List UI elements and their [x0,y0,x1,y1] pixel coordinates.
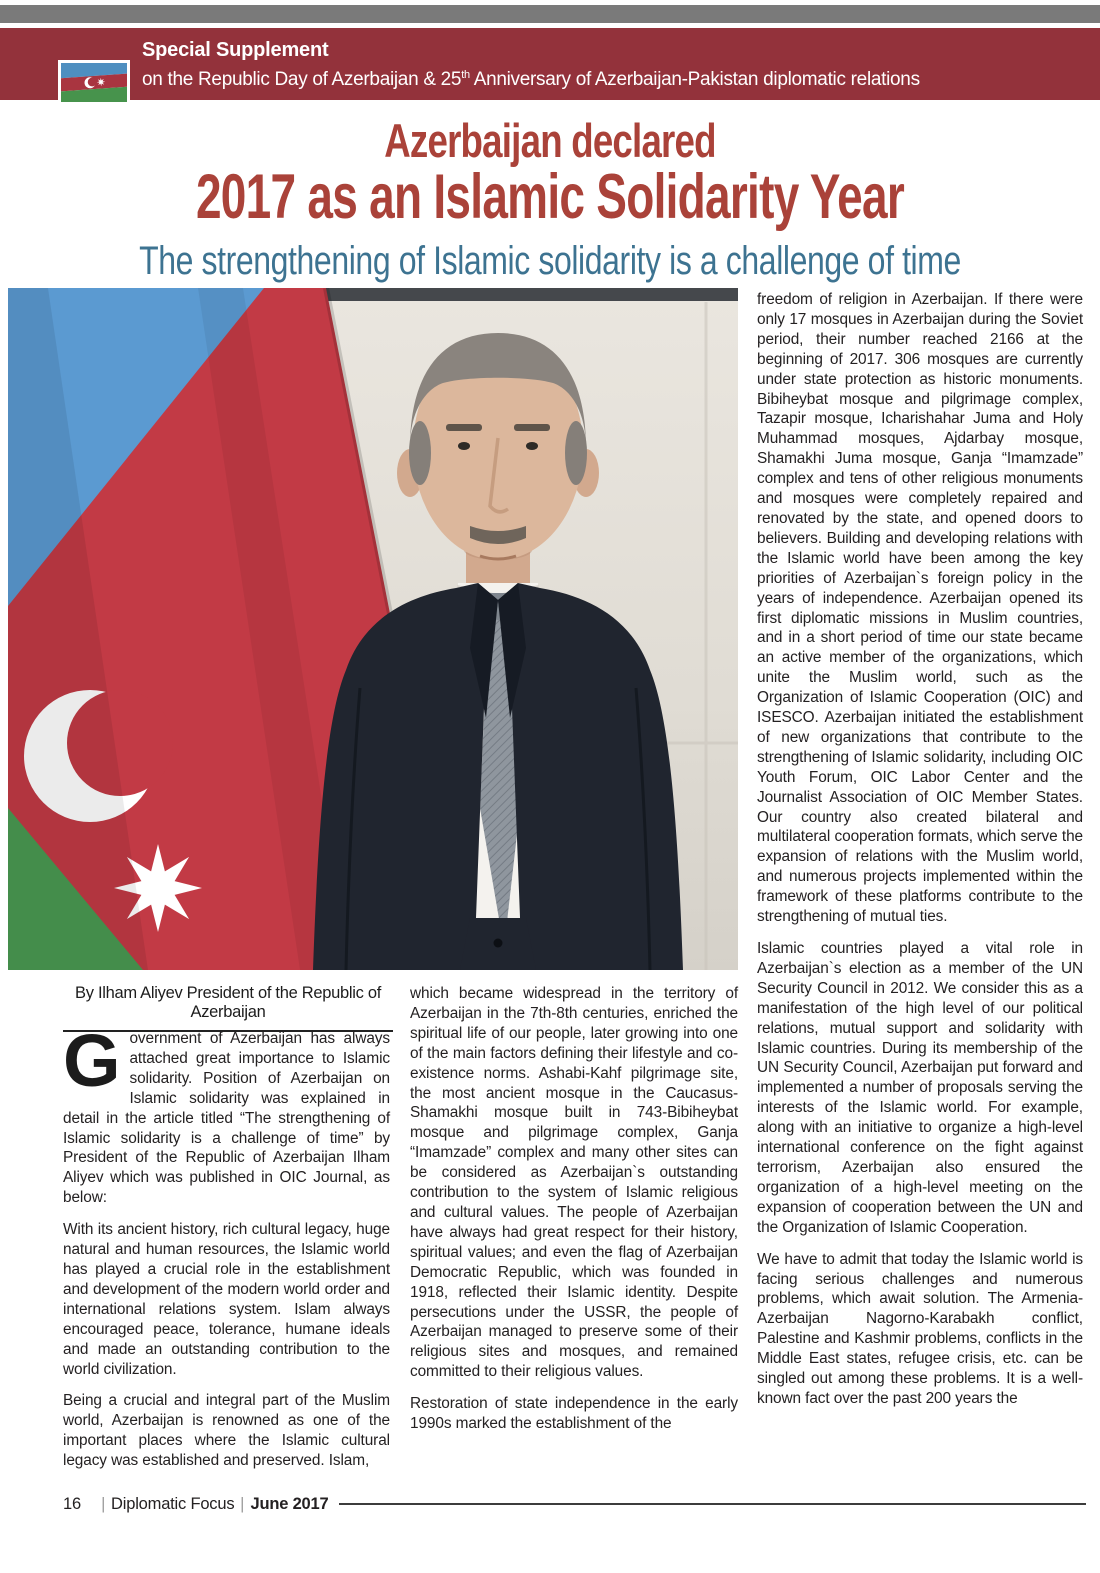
page-footer [63,1493,1086,1515]
footer-separator: | [241,1494,244,1513]
paragraph: Government of Azerbaijan has always attached great importance to Islamic solidarity. Position of Azerbaijan on Islamic solidarity was explained in detail in the article titled “The strengthening of Islamic solidarity is a challenge of time” by President of the Republic of Azerbaijan Ilham Aliyev which was published in OIC Journal, as below: [63,1019,390,1207]
page-number: 16 [63,1494,81,1513]
paragraph: which became widespread in the territory of Azerbaijan in the 7th-8th centuries, enriched the spiritual life of our people, later growing into one of the main factors defining their lifestyle and co-existence norms. Ashabi-Kahf pilgrimage site, the most ancient mosque in the Caucasus-Shamakhi mosque built in 743-Bibiheybat mosque and pilgrimage complex, Ganja “Imamzade” complex and many other sites can be considered as Azerbaijan`s outstanding contribution to the system of Islamic religious and cultural values. The people of Azerbaijan have always had great respect for their history, spiritual values; and even the flag of Azerbaijan Democratic Republic, which was founded in 1918, reflected their Islamic identity. Despite persecutions under the USSR, the people of Azerbaijan managed to preserve some of their religious sites and mosques, and remained committed to their religious values. [410,985,738,1381]
supplement-title: Special Supplement [142,39,329,61]
paragraph: freedom of religion in Azerbaijan. If there were only 17 mosques in Azerbaijan during the Soviet period, their number reached 2166 at the beginning of 2017. 306 mosques are currently under state protection as historic monuments. Bibiheybat mosque and pilgrimage complex, Tazapir mosque, Icharishahar Juma and Holy Muhammad mosques, Ajdarbay mosque, Shamakhi Juma mosque, Ganja “Imamzade” complex and tens of other religious monuments and mosques were completely repaired and renovated by the state, and opened doors to believers. Building and developing relations with the Islamic world have been among the key priorities of Azerbaijan`s foreign policy in the years of independence. Azerbaijan opened its first diplomatic missions in Muslim countries, and in a short period of time our state became an active member of the organizations, which unite the Muslim world, such as the Organization of Islamic Cooperation (OIC) and ISESCO. Azerbaijan initiated the establishment of new organizations that contribute to the strengthening of Islamic solidarity, including OIC Youth Forum, OIC Labor Center and the Journalist Association of OIC Member States. Our country also created bilateral and multilateral cooperation formats, which serve the expansion of relations with the Muslim world, and numerous projects implemented within the framework of these platforms contribute to the strengthening of mutual ties. [757,291,1083,926]
article-column-right [757,290,1083,1421]
paragraph: With its ancient history, rich cultural legacy, huge natural and human resources, the Islamic world has played a crucial role in the establishment and development of the modern world order and international relations system. Islam always encouraged peace, tolerance, humane ideals and made an outstanding contribution to the world civilization. [63,1221,390,1378]
supplement-ordinal: th [461,69,470,81]
issue-date: June 2017 [250,1494,329,1513]
footer-separator: | [101,1494,105,1513]
magazine-name: Diplomatic Focus [111,1494,235,1513]
azerbaijan-flag-icon [58,60,130,105]
supplement-subtitle [142,63,920,92]
article-column-middle [410,984,738,1446]
article-subtitle: The strengthening of Islamic solidarity is a challenge of time [139,239,961,283]
top-gray-bar [0,5,1100,23]
article-title-line1: Azerbaijan declared [384,114,716,167]
article-title-line2: 2017 as an Islamic Solidarity Year [195,162,905,232]
paragraph: Restoration of state independence in the early 1990s marked the establishment of the [410,1395,738,1433]
article-column-left [63,1019,390,1483]
header-band [0,28,1100,100]
azerbaijan-flag-image [61,63,127,102]
paragraph: We have to admit that today the Islamic world is facing serious challenges and numerous problems, which await solution. The Armenia-Azerbaijan Nagorno-Karabakh conflict, Palestine and Kashmir problems, conflicts in the Middle East states, refugee crisis, etc. can be singled out among these problems. It is a well-known fact over the past 200 years the [757,1250,1083,1407]
supplement-subtitle-prefix: on the Republic Day of Azerbaijan & 25 [142,69,462,90]
paragraph: Being a crucial and integral part of the Muslim world, Azerbaijan is renowned as one of the important places where the Islamic cultural legacy was established and preserved. Islam, [63,1392,390,1470]
president-portrait-photo [8,288,738,970]
footer-rule [339,1503,1087,1505]
photo-caption: By Ilham Aliyev President of the Republic of Azerbaijan [63,984,393,1032]
header-band-text [142,37,920,92]
paragraph: Islamic countries played a vital role in Azerbaijan`s election as a member of the UN Security Council in 2012. We consider this as a manifestation of the high level of our political relations, mutual support and solidarity with Islamic countries. During its membership of the UN Security Council, Azerbaijan put forward and implemented a number of proposals serving the interests of the Islamic world. For example, along with an initiative to organize a high-level international conference on the fight against terrorism, Azerbaijan also ensured the organization of a high-level meeting on the expansion of cooperation between the UN and the Organization of Islamic Cooperation. [757,940,1083,1236]
president-portrait-image [8,288,738,970]
supplement-subtitle-suffix: Anniversary of Azerbaijan-Pakistan diplomatic relations [469,69,920,90]
